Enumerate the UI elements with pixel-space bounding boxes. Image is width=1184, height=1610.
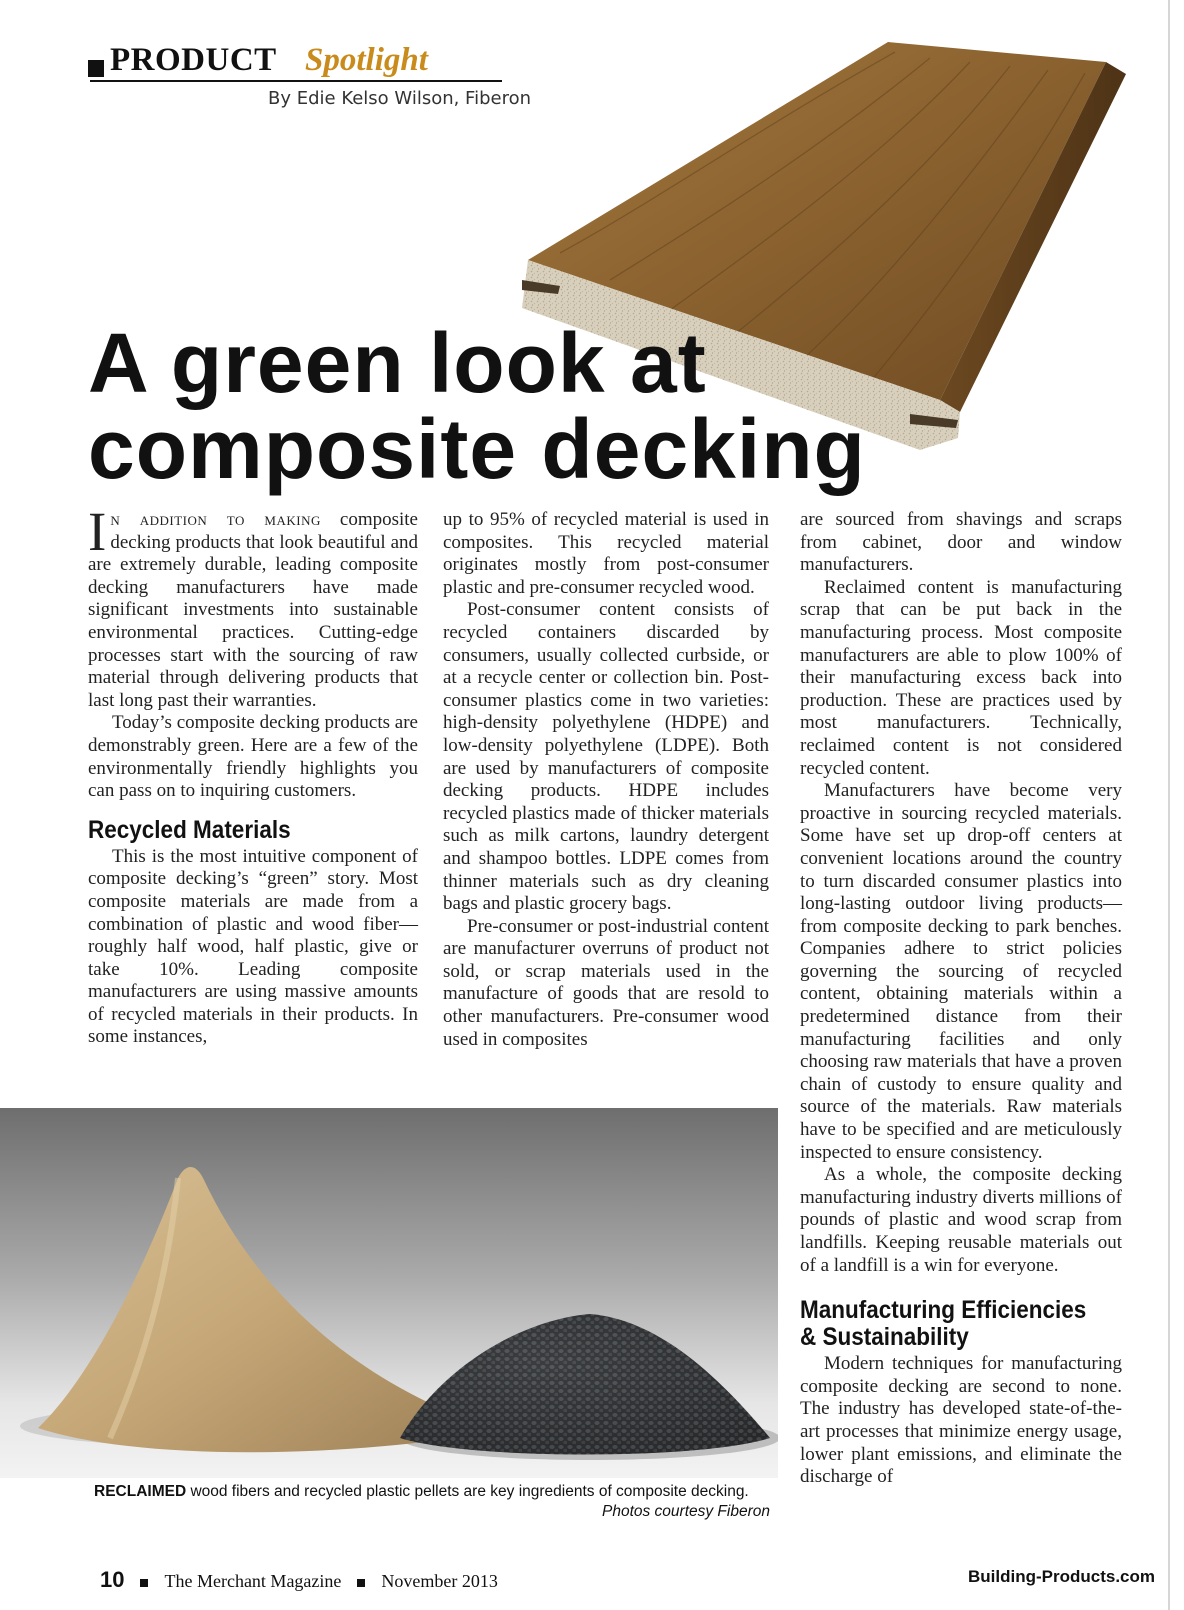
paragraph: up to 95% of recycled material is used in composites. This recycled material originates mostly from post-consumer plastic and pre-consumer recycled wood. [443,509,769,598]
paragraph: Pre-consumer or post-industrial content are manufacturer overruns of product not sold, or scrap materials used in the manufacture of goods that are resold to other manufacturers. Pre-consumer wood used in composites [443,915,769,1050]
header-rule [90,80,502,82]
header-bullet [88,60,104,77]
photo-credit: Photos courtesy Fiberon [601,1503,770,1520]
magazine-name: The Merchant Magazine [164,1571,342,1591]
footer-separator [357,1579,365,1587]
paragraph: Modern techniques for manufacturing composite decking are second to none. The industry has developed state-of-the-art processes that minimize energy usage, lower plant emissions, and eliminate the discharge of [800,1353,1122,1488]
materials-photo [0,1108,778,1478]
paragraph: This is the most intuitive component of composite decking’s “green” story. Most composite materials are made from a combination of plastic and wood fiber—roughly half wood, half plastic, give or take 10%. Leading composite manufacturers are using massive amounts of recycled materials in their products. In some instances, [88,845,418,1048]
intro-text: composite decking products that look beautiful and are extremely durable, leading composite decking manufacturers have made significant investments into sustainable environmental practices. Cutting-edge processes start with the sourcing of raw material through delivering products that last long past their warranties. [88,509,418,711]
column-3 [800,509,1122,1489]
photo-caption [94,1483,749,1501]
footer-separator [140,1579,148,1587]
page-edge [1168,0,1170,1610]
section-label: PRODUCT [110,42,277,78]
section-label-italic: Spotlight [305,42,428,78]
paragraph: are sourced from shavings and scraps from cabinet, door and window manufacturers. [800,509,1122,576]
paragraph: As a whole, the composite decking manufacturing industry diverts millions of pounds of plastic and wood scrap from landfills. Keeping reusable materials out of a landfill is a win for everyone. [800,1164,1122,1276]
paragraph: Manufacturers have become very proactive in sourcing recycled materials. Some have set up drop-off centers at convenient locations around the country to turn discarded consumer plastics into long-lasting outdoor living products—from composite decking to park benches. Companies adhere to strict policies governing the sourcing of recycled content, obtaining materials within a predetermined distance from their manufacturing facilities and only choosing raw materials that have a proven chain of custody to ensure quality and source of the materials. Raw materials have to be specified and are meticulously inspected to ensure consistency. [800,780,1122,1163]
section-heading-manufacturing [800,1297,1090,1351]
paragraph: Today’s composite decking products are demonstrably green. Here are a few of the environmentally friendly highlights you can pass on to inquiring customers. [88,712,418,802]
website-url: Building-Products.com [968,1567,1155,1586]
column-1 [88,501,418,1049]
title-line-2: composite decking [88,402,866,496]
article-title [88,316,948,496]
heading-line-1: Manufacturing Efficiencies [800,1296,1087,1325]
heading-line-2: & Sustainability [800,1323,969,1352]
intro-smallcaps: n addition to making [110,509,321,530]
byline: By Edie Kelso Wilson, Fiberon [268,88,532,109]
column-2 [443,509,769,1051]
footer-left [100,1567,498,1593]
caption-lead: RECLAIMED [94,1483,187,1500]
issue-date: November 2013 [381,1571,498,1591]
title-line-1: A green look at [88,316,707,410]
drop-cap: I [88,501,107,562]
paragraph: Reclaimed content is manufacturing scrap that can be put back in the manufacturing process. Most composite manufacturers are able to plow 100% of their manufacturing excess back into production. These are practices used by most manufacturers. Technically, reclaimed content is not considered recycled content. [800,576,1122,779]
page-number: 10 [100,1567,125,1592]
section-heading-recycled: Recycled Materials [88,815,291,844]
paragraph: Post-consumer content consists of recycled containers discarded by consumers, usually collected curbside, or at a recycle center or collection bin. Post-consumer plastics come in two varieties: high-density polyethylene (HDPE) and low-density polyethylene (LDPE). Both are used by manufacturers of composite decking products. HDPE includes recycled plastics made of thicker materials such as milk cartons, laundry detergent and shampoo bottles. LDPE comes from thinner materials such as dry cleaning bags and plastic grocery bags. [443,599,769,915]
intro-paragraph [88,501,418,712]
caption-text: wood fibers and recycled plastic pellets are key ingredients of composite decking. [186,1483,749,1500]
